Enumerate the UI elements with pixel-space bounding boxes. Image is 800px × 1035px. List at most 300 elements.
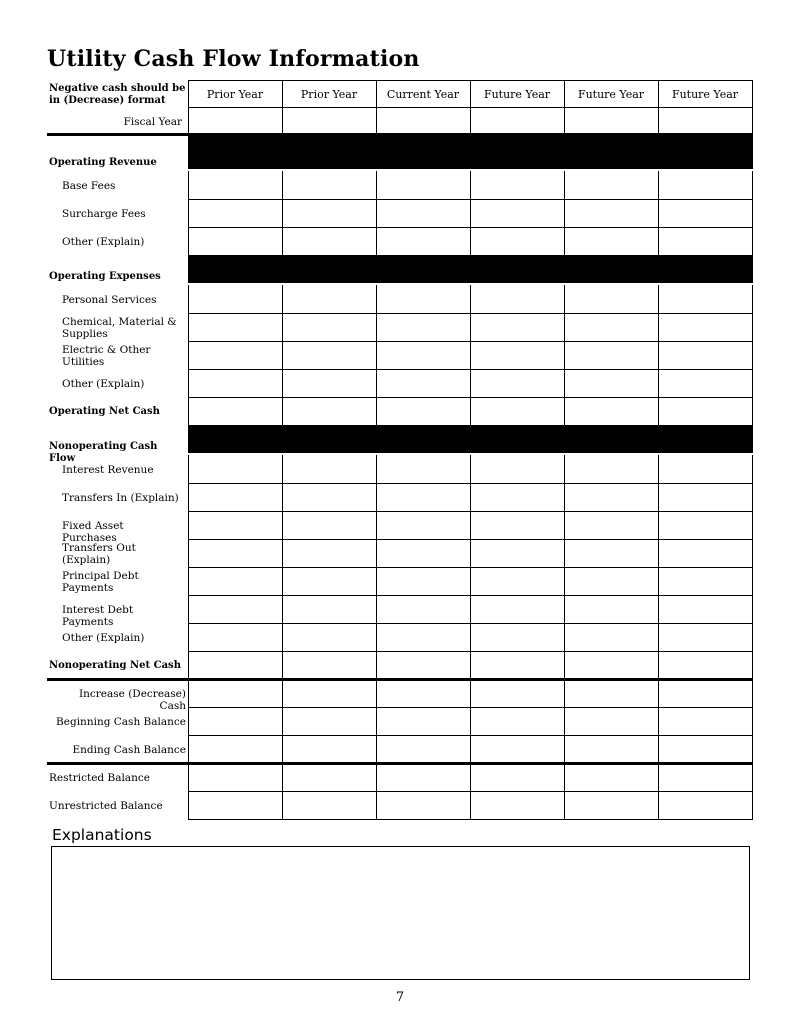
data-cell[interactable]	[659, 736, 751, 762]
data-cell[interactable]	[471, 540, 563, 566]
data-cell[interactable]	[189, 314, 281, 340]
data-cell[interactable]	[189, 398, 281, 424]
cell-border	[564, 623, 565, 651]
data-cell[interactable]	[283, 540, 375, 566]
header-col-line	[658, 80, 659, 133]
row-label: Other (Explain)	[62, 236, 145, 248]
cell-border	[188, 651, 189, 679]
data-cell[interactable]	[565, 596, 657, 622]
cell-border	[470, 199, 471, 227]
data-cell[interactable]	[471, 456, 563, 482]
cell-border	[282, 651, 283, 679]
data-cell[interactable]	[659, 680, 751, 706]
data-cell[interactable]	[283, 286, 375, 312]
data-cell[interactable]	[377, 172, 469, 198]
data-cell[interactable]	[189, 342, 281, 368]
cell-border	[470, 227, 471, 255]
cell-border	[282, 763, 283, 791]
cell-border	[564, 539, 565, 567]
data-cell[interactable]	[377, 286, 469, 312]
data-cell[interactable]	[565, 512, 657, 538]
header-col-line	[752, 80, 753, 133]
cell-border	[376, 369, 377, 397]
cell-border	[658, 623, 659, 651]
section-header-band	[188, 425, 753, 453]
data-cell[interactable]	[377, 736, 469, 762]
data-cell[interactable]	[189, 512, 281, 538]
fiscal-year-cell[interactable]	[471, 108, 563, 132]
cell-border	[282, 511, 283, 539]
cell-border	[188, 511, 189, 539]
row-label: Operating Expenses	[49, 271, 161, 282]
cell-border	[282, 171, 283, 199]
data-cell[interactable]	[283, 228, 375, 254]
data-cell[interactable]	[377, 342, 469, 368]
cell-border	[752, 567, 753, 595]
cell-border	[752, 227, 753, 255]
header-col-line	[188, 80, 189, 133]
cell-border	[188, 397, 189, 425]
data-cell[interactable]	[565, 456, 657, 482]
data-cell[interactable]	[189, 200, 281, 226]
data-cell[interactable]	[283, 652, 375, 678]
cell-border	[658, 567, 659, 595]
cell-border	[282, 199, 283, 227]
data-cell[interactable]	[471, 370, 563, 396]
cell-border	[470, 567, 471, 595]
data-cell[interactable]	[189, 764, 281, 790]
page-title: Utility Cash Flow Information	[47, 46, 420, 72]
cell-border	[470, 791, 471, 819]
cell-border	[564, 455, 565, 483]
data-cell[interactable]	[659, 484, 751, 510]
data-cell[interactable]	[189, 680, 281, 706]
cell-border	[376, 341, 377, 369]
row-label: Interest Revenue	[62, 464, 154, 476]
header-col-line	[282, 80, 283, 133]
cell-border	[188, 199, 189, 227]
row-label: Nonoperating Cash Flow	[49, 441, 158, 464]
cell-border	[376, 171, 377, 199]
cell-border	[188, 707, 189, 735]
cell-border	[470, 511, 471, 539]
data-cell[interactable]	[471, 228, 563, 254]
data-cell[interactable]	[283, 512, 375, 538]
cell-border	[470, 455, 471, 483]
data-cell[interactable]	[565, 652, 657, 678]
cell-border	[470, 735, 471, 763]
cell-border	[470, 651, 471, 679]
cell-border	[752, 369, 753, 397]
cell-border	[658, 227, 659, 255]
data-cell[interactable]	[659, 568, 751, 594]
data-cell[interactable]	[189, 540, 281, 566]
row-label: Personal Services	[62, 294, 157, 306]
data-cell[interactable]	[377, 596, 469, 622]
fiscal-year-cell[interactable]	[565, 108, 657, 132]
cell-border	[752, 511, 753, 539]
cell-border	[470, 285, 471, 313]
cell-border	[564, 651, 565, 679]
data-cell[interactable]	[283, 680, 375, 706]
data-cell[interactable]	[189, 172, 281, 198]
explanations-heading: Explanations	[52, 826, 152, 844]
cell-border	[376, 511, 377, 539]
cell-border	[658, 539, 659, 567]
data-cell[interactable]	[659, 708, 751, 734]
data-cell[interactable]	[565, 624, 657, 650]
data-cell[interactable]	[471, 286, 563, 312]
page-number: 7	[395, 990, 405, 1005]
data-cell[interactable]	[471, 398, 563, 424]
data-cell[interactable]	[565, 680, 657, 706]
data-cell[interactable]	[189, 568, 281, 594]
data-cell[interactable]	[189, 624, 281, 650]
cell-border	[752, 791, 753, 819]
data-cell[interactable]	[659, 398, 751, 424]
cell-border	[752, 397, 753, 425]
cell-border	[470, 679, 471, 707]
cell-border	[376, 763, 377, 791]
data-cell[interactable]	[283, 596, 375, 622]
cell-border	[752, 679, 753, 707]
data-cell[interactable]	[283, 708, 375, 734]
data-cell[interactable]	[471, 568, 563, 594]
cell-border	[470, 313, 471, 341]
row-label: Electric & Other Utilities	[62, 344, 151, 368]
data-cell[interactable]	[659, 596, 751, 622]
data-cell[interactable]	[565, 736, 657, 762]
data-cell[interactable]	[471, 512, 563, 538]
data-cell[interactable]	[189, 596, 281, 622]
data-cell[interactable]	[377, 200, 469, 226]
data-cell[interactable]	[565, 286, 657, 312]
negative-cash-note: Negative cash should be in (Decrease) format	[49, 83, 186, 106]
data-cell[interactable]	[283, 736, 375, 762]
row-label: Restricted Balance	[49, 772, 150, 784]
data-cell[interactable]	[565, 484, 657, 510]
cell-border	[470, 539, 471, 567]
row-label: Other (Explain)	[62, 632, 145, 644]
data-cell[interactable]	[565, 764, 657, 790]
cell-border	[658, 199, 659, 227]
fiscal-year-cell[interactable]	[189, 108, 281, 132]
cell-border	[188, 455, 189, 483]
cell-border	[752, 341, 753, 369]
data-cell[interactable]	[377, 484, 469, 510]
data-cell[interactable]	[659, 512, 751, 538]
cell-border	[564, 763, 565, 791]
cell-border	[282, 313, 283, 341]
row-label: Interest Debt Payments	[62, 604, 134, 628]
data-cell[interactable]	[471, 596, 563, 622]
cell-border	[470, 397, 471, 425]
data-cell[interactable]	[283, 792, 375, 818]
cell-border	[752, 455, 753, 483]
cell-border	[564, 369, 565, 397]
cell-border	[658, 763, 659, 791]
data-cell[interactable]	[565, 792, 657, 818]
cell-border	[282, 623, 283, 651]
cell-border	[564, 791, 565, 819]
data-cell[interactable]	[377, 398, 469, 424]
column-header: Future Year	[577, 88, 645, 101]
data-cell[interactable]	[377, 792, 469, 818]
data-cell[interactable]	[283, 624, 375, 650]
cell-border	[376, 623, 377, 651]
cell-border	[470, 707, 471, 735]
cell-border	[188, 285, 189, 313]
data-cell[interactable]	[377, 370, 469, 396]
data-cell[interactable]	[189, 484, 281, 510]
cell-border	[470, 483, 471, 511]
data-cell[interactable]	[377, 456, 469, 482]
data-cell[interactable]	[659, 764, 751, 790]
cell-border	[188, 735, 189, 763]
data-cell[interactable]	[283, 370, 375, 396]
data-cell[interactable]	[659, 792, 751, 818]
cell-border	[470, 341, 471, 369]
cell-border	[752, 539, 753, 567]
cell-border	[752, 735, 753, 763]
data-cell[interactable]	[471, 708, 563, 734]
data-cell[interactable]	[659, 540, 751, 566]
cell-border	[564, 285, 565, 313]
cell-border	[564, 171, 565, 199]
data-cell[interactable]	[283, 200, 375, 226]
data-cell[interactable]	[377, 228, 469, 254]
data-cell[interactable]	[565, 568, 657, 594]
cell-border	[564, 227, 565, 255]
data-cell[interactable]	[189, 228, 281, 254]
cell-border	[752, 313, 753, 341]
cell-border	[658, 341, 659, 369]
data-cell[interactable]	[659, 172, 751, 198]
data-cell[interactable]	[189, 792, 281, 818]
cell-border	[658, 285, 659, 313]
row-label: Transfers Out (Explain)	[62, 542, 136, 566]
header-col-line	[564, 80, 565, 133]
data-cell[interactable]	[471, 342, 563, 368]
data-cell[interactable]	[471, 484, 563, 510]
data-cell[interactable]	[189, 286, 281, 312]
cell-border	[282, 567, 283, 595]
cell-border	[188, 171, 189, 199]
data-cell[interactable]	[283, 172, 375, 198]
column-header: Future Year	[671, 88, 739, 101]
fiscal-year-label: Fiscal Year	[123, 116, 182, 128]
data-cell[interactable]	[283, 398, 375, 424]
data-cell[interactable]	[659, 200, 751, 226]
cell-border	[376, 455, 377, 483]
cell-border	[564, 567, 565, 595]
cell-border	[188, 623, 189, 651]
row-label: Increase (Decrease) Cash	[78, 688, 186, 712]
row-label: Nonoperating Net Cash	[49, 660, 181, 671]
data-cell[interactable]	[471, 736, 563, 762]
column-header: Current Year	[386, 88, 460, 101]
cell-border	[282, 791, 283, 819]
data-cell[interactable]	[377, 708, 469, 734]
data-cell[interactable]	[659, 286, 751, 312]
header-col-line	[470, 80, 471, 133]
data-cell[interactable]	[377, 764, 469, 790]
cell-border	[752, 285, 753, 313]
cell-border	[282, 369, 283, 397]
row-label: Ending Cash Balance	[72, 744, 186, 756]
row-label: Operating Revenue	[49, 157, 157, 168]
data-cell[interactable]	[659, 456, 751, 482]
cell-border	[376, 397, 377, 425]
data-cell[interactable]	[189, 456, 281, 482]
cell-border	[564, 313, 565, 341]
data-cell[interactable]	[189, 652, 281, 678]
cell-border	[376, 679, 377, 707]
cell-border	[282, 455, 283, 483]
data-cell[interactable]	[283, 456, 375, 482]
cell-border	[470, 369, 471, 397]
cell-border	[564, 735, 565, 763]
data-cell[interactable]	[471, 652, 563, 678]
cell-border	[752, 763, 753, 791]
cell-border	[376, 707, 377, 735]
explanations-textbox[interactable]	[51, 846, 750, 980]
data-cell[interactable]	[377, 624, 469, 650]
cell-border	[376, 567, 377, 595]
row-label: Fixed Asset Purchases	[62, 520, 124, 544]
cell-border	[188, 313, 189, 341]
cell-border	[658, 707, 659, 735]
data-cell[interactable]	[565, 200, 657, 226]
data-cell[interactable]	[283, 484, 375, 510]
data-cell[interactable]	[471, 792, 563, 818]
data-cell[interactable]	[565, 228, 657, 254]
cell-border	[658, 791, 659, 819]
row-label: Transfers In (Explain)	[62, 492, 179, 504]
cell-border	[470, 623, 471, 651]
data-cell[interactable]	[377, 652, 469, 678]
cell-border	[658, 679, 659, 707]
data-cell[interactable]	[565, 370, 657, 396]
data-cell[interactable]	[565, 540, 657, 566]
data-cell[interactable]	[659, 652, 751, 678]
data-cell[interactable]	[565, 172, 657, 198]
data-cell[interactable]	[377, 540, 469, 566]
data-cell[interactable]	[377, 680, 469, 706]
cell-border	[752, 623, 753, 651]
data-cell[interactable]	[377, 568, 469, 594]
cell-border	[658, 171, 659, 199]
cell-border	[752, 707, 753, 735]
cell-border	[188, 567, 189, 595]
data-cell[interactable]	[565, 314, 657, 340]
cell-border	[282, 539, 283, 567]
data-cell[interactable]	[471, 764, 563, 790]
data-cell[interactable]	[659, 624, 751, 650]
cell-border	[564, 341, 565, 369]
row-label: Unrestricted Balance	[49, 800, 163, 812]
data-cell[interactable]	[471, 172, 563, 198]
cell-border	[376, 483, 377, 511]
data-cell[interactable]	[471, 624, 563, 650]
data-cell[interactable]	[377, 512, 469, 538]
row-label: Other (Explain)	[62, 378, 145, 390]
cell-border	[564, 483, 565, 511]
data-cell[interactable]	[283, 568, 375, 594]
row-label: Base Fees	[62, 180, 116, 192]
data-cell[interactable]	[283, 342, 375, 368]
cell-border	[376, 539, 377, 567]
row-label: Principal Debt Payments	[62, 570, 139, 594]
data-cell[interactable]	[189, 708, 281, 734]
cell-border	[658, 595, 659, 623]
cell-border	[658, 369, 659, 397]
section-header-band	[188, 136, 753, 169]
column-header: Prior Year	[300, 88, 358, 101]
cell-border	[564, 199, 565, 227]
cell-border	[752, 651, 753, 679]
data-cell[interactable]	[189, 736, 281, 762]
cell-border	[188, 679, 189, 707]
data-cell[interactable]	[471, 314, 563, 340]
cell-border	[282, 595, 283, 623]
cell-border	[752, 199, 753, 227]
cell-border	[564, 397, 565, 425]
data-cell[interactable]	[565, 398, 657, 424]
header-col-line	[376, 80, 377, 133]
fiscal-year-cell[interactable]	[659, 108, 751, 132]
data-cell[interactable]	[565, 342, 657, 368]
cell-border	[282, 397, 283, 425]
cell-border	[376, 791, 377, 819]
cell-border	[658, 455, 659, 483]
data-cell[interactable]	[471, 680, 563, 706]
data-cell[interactable]	[283, 314, 375, 340]
cell-border	[188, 227, 189, 255]
cell-border	[658, 511, 659, 539]
data-cell[interactable]	[471, 200, 563, 226]
row-label: Surcharge Fees	[62, 208, 146, 220]
cell-border	[564, 595, 565, 623]
cell-border	[282, 341, 283, 369]
row-label: Beginning Cash Balance	[56, 716, 186, 728]
data-cell[interactable]	[283, 764, 375, 790]
data-cell[interactable]	[659, 228, 751, 254]
cell-border	[282, 483, 283, 511]
cell-border	[658, 313, 659, 341]
data-cell[interactable]	[377, 314, 469, 340]
row-label: Chemical, Material & Supplies	[62, 316, 177, 340]
cell-border	[376, 285, 377, 313]
fiscal-year-cell[interactable]	[283, 108, 375, 132]
data-cell[interactable]	[659, 342, 751, 368]
cell-border	[470, 595, 471, 623]
cell-border	[188, 369, 189, 397]
data-cell[interactable]	[659, 370, 751, 396]
data-cell[interactable]	[659, 314, 751, 340]
cell-border	[376, 595, 377, 623]
data-cell[interactable]	[565, 708, 657, 734]
cell-border	[188, 483, 189, 511]
section-header-band	[188, 255, 753, 283]
cell-border	[188, 539, 189, 567]
cell-border	[564, 679, 565, 707]
cell-border	[564, 707, 565, 735]
fiscal-year-cell[interactable]	[377, 108, 469, 132]
cell-border	[282, 227, 283, 255]
data-cell[interactable]	[189, 370, 281, 396]
cell-border	[282, 735, 283, 763]
